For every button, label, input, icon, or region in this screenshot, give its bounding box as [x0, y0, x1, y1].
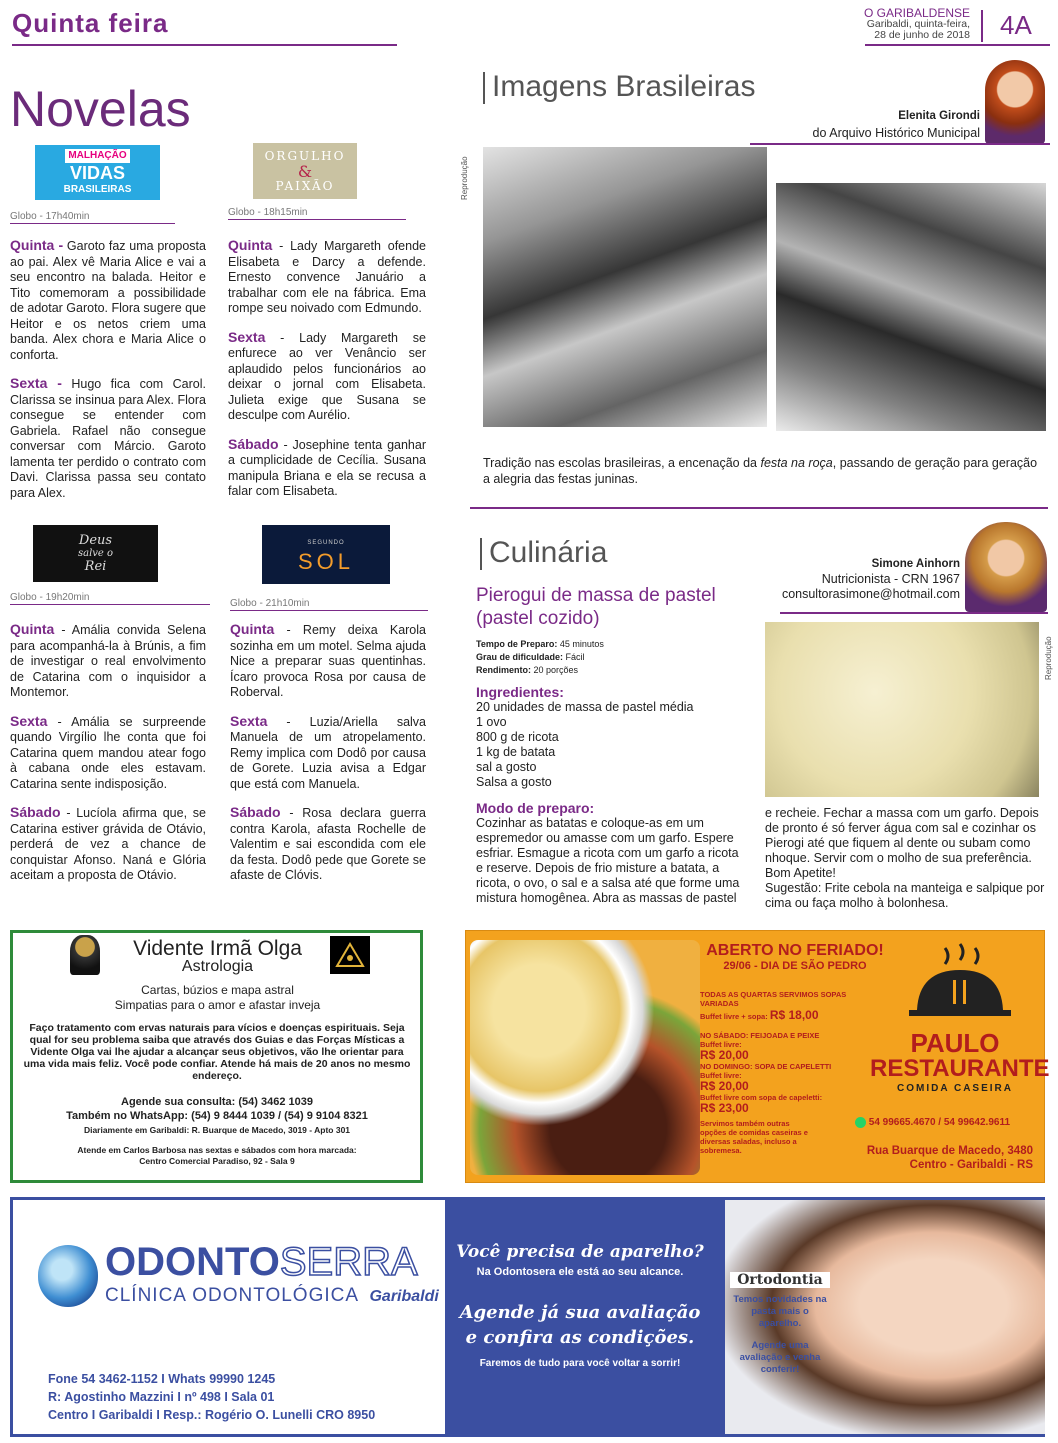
logo-line: Deus	[78, 533, 113, 548]
deus-salve-logo	[33, 525, 158, 582]
odonto-sub	[105, 1285, 439, 1307]
meta-label: Rendimento:	[476, 665, 531, 675]
brand-part: CLÍNICA ODONTOLÓGICA	[105, 1285, 360, 1306]
paulo-phones	[855, 1117, 1010, 1128]
simone-avatar	[965, 522, 1047, 612]
prep-time	[476, 638, 604, 651]
brand-part: SERRA	[279, 1240, 418, 1284]
author-name: Simone Ainhorn	[871, 558, 960, 570]
menu-line: TODAS AS QUARTAS SERVIMOS SOPAS VARIADAS	[700, 990, 847, 1008]
headline: ABERTO NO FERIADO!	[706, 942, 884, 959]
logo-line: SEGUNDO	[307, 539, 345, 546]
ingredients-list	[476, 700, 694, 790]
logo-line: PAIXÃO	[275, 178, 335, 193]
malhacao-logo	[35, 145, 160, 200]
entry-text: - Amália convida Selena para acompanhá-la à Brúnis, a fim de investigar o real envolvimento de Catarina com o inquisidor a Montemor.	[10, 623, 206, 699]
triangle-icon	[335, 942, 365, 968]
caption-emphasis: festa na roça	[760, 456, 833, 470]
day-label: Sábado	[228, 435, 279, 452]
author-role: Nutricionista - CRN 1967	[821, 572, 960, 586]
recipe-title-line: Pierogui de massa de pastel	[476, 585, 716, 606]
entry	[10, 714, 206, 793]
date-line-2: 28 de junho de 2018	[874, 29, 970, 41]
service-line: Cartas, búzios e mapa astral	[141, 983, 294, 997]
contact-line: Centro I Garibaldi I Resp.: Rogério O. Lunelli CRO 8950	[48, 1408, 376, 1422]
method-text-right	[765, 806, 1045, 911]
address-line: Centro - Garibaldi - RS	[909, 1159, 1033, 1171]
menu-line: Buffet livre:	[700, 1071, 742, 1080]
price: R$ 18,00	[769, 1008, 819, 1022]
entry	[230, 714, 426, 793]
logo-line: &	[297, 161, 313, 181]
entry-text: - Lady Margareth se enfurece ao ver Venâncio ser aplaudido pelos funcionários ao deixar o jornal com Elisabeta. Julieta exige que Susana se desculpe com Aurélio.	[228, 330, 426, 422]
culinaria-author	[782, 557, 960, 602]
ortho-text: Temos novidades na pasta mais o aparelho.	[733, 1294, 827, 1329]
odonto-tooth-logo	[38, 1245, 98, 1307]
method-continued: e recheie. Fechar a massa com um garfo. Depois de pronto é só ferver água com sal e cozinhar os Pierogi até que fiquem al dente ou subam como nhoque. Servir com o molho de sua preferência. Bom Apetite!	[765, 806, 1039, 880]
cloche-icon	[905, 940, 1015, 1030]
day-label: Sexta	[228, 328, 266, 345]
cta-line: Faremos de tudo para você voltar a sorrir!	[479, 1358, 681, 1369]
imagens-bar	[483, 72, 485, 104]
imagens-rule	[750, 143, 1050, 145]
whatsapp-icon	[855, 1117, 866, 1128]
entry	[10, 238, 206, 363]
entry-text: Garoto faz uma proposta ao pai. Alex vê Maria Alice e vai a seu encontro na balada. Heitor e Tito comemoram a possibilidade de adotar Garoto. Flora sugere que Heitor e os netos criem uma banda. Alex chora e Maria Alice o conforta.	[10, 239, 206, 362]
odonto-contacts	[48, 1370, 375, 1424]
entry	[10, 622, 206, 701]
elenita-avatar	[985, 60, 1045, 144]
show-3-station	[10, 592, 210, 605]
menu-line: Servimos também outras opções de comidas caseiras e diversas saladas, incluso a sobremesa.	[700, 1119, 808, 1155]
price: R$ 20,00	[700, 1079, 749, 1093]
olga-services	[20, 983, 415, 1013]
paulo-headline	[700, 942, 890, 972]
entry	[228, 238, 426, 317]
ortho-text: Agende uma avaliação e venha conferir!	[739, 1340, 821, 1375]
logo-line: Rei	[84, 559, 107, 574]
menu-line: Buffet livre:	[700, 1040, 742, 1049]
day-label: Sexta	[230, 712, 268, 729]
page-number: 4A	[1000, 10, 1032, 40]
logo-line: BRASILEIRAS	[63, 183, 132, 195]
archive-photo-wheelbarrow	[483, 147, 767, 427]
ingredient: 1 kg de batata	[476, 745, 556, 759]
service-line: Simpatias para o amor e afastar inveja	[114, 998, 321, 1012]
cta-line: Agende já sua avaliação	[459, 1302, 701, 1323]
brand-line: RESTAURANTE	[870, 1055, 1050, 1082]
meta-value: 45 minutos	[557, 639, 604, 649]
author-name: Elenita Girondi	[898, 110, 980, 122]
recipe-tip: Sugestão: Frite cebola na manteiga e salpique por cima ou faça molho à bolonhesa.	[765, 881, 1045, 910]
entry-text: - Amália se surpreende quando Virgílio lhe conta que foi Catarina quem mandou atear fogo à cabana onde eles estavam. Catarina sente indisposição.	[10, 714, 206, 791]
entry	[228, 437, 426, 500]
brand-part: ODONTO	[105, 1240, 280, 1284]
day-label: Quinta	[10, 621, 55, 637]
imagens-author	[813, 108, 980, 142]
odonto-brand	[105, 1240, 418, 1285]
logo-line: MALHAÇÃO	[65, 149, 129, 163]
entry	[228, 330, 426, 424]
contact-line: R: Agostinho Mazzini I nº 498 I Sala 01	[48, 1390, 275, 1404]
brand-part: Garibaldi	[369, 1288, 439, 1305]
food-soup-image	[470, 940, 700, 1175]
station-label: Globo - 21h10min	[230, 598, 428, 611]
olga-contacts	[22, 1095, 412, 1167]
author-role: do Arquivo Histórico Municipal	[812, 126, 980, 140]
recipe-meta	[476, 638, 604, 677]
day-label: Sexta -	[10, 375, 62, 391]
ingredient: sal a gosto	[476, 760, 537, 774]
method-text-left: Cozinhar as batatas e coloque-as em um espremedor ou amasse com um garfo. Espere esfriar. Esmague a ricota com um garfo a ricota e reserve. Depois de frio misture a batata, a ricota, o ovo, o sal e a salsa até que forme uma mistura homogênea. Abra as massas de pastel	[476, 816, 740, 905]
entry	[230, 805, 426, 884]
price: R$ 20,00	[700, 1048, 749, 1062]
show-4-synopsis	[230, 622, 426, 897]
brand-line: COMIDA CASEIRA	[897, 1083, 1013, 1094]
day-label: Quinta	[228, 237, 273, 253]
recipe-title	[476, 584, 716, 630]
station-label: Globo - 18h15min	[228, 207, 406, 220]
menu-line: Buffet livre + sopa:	[700, 1012, 768, 1021]
ortho-box	[730, 1272, 830, 1387]
subheadline: 29/06 - DIA DE SÃO PEDRO	[723, 960, 867, 972]
entry	[10, 805, 206, 884]
segundo-sol-logo	[262, 525, 390, 584]
ingredient: Salsa a gosto	[476, 775, 552, 789]
odonto-pitch	[455, 1242, 705, 1369]
paulo-menu	[700, 990, 880, 1155]
entry-text: Hugo fica com Carol. Clarissa se insinua para Alex. Flora consegue se entender com Gabriela. Rafael não consegue conversar com Márcio. Garoto lamenta ter perdido o contrato com Davi. Clarissa passa seu contato para Alex.	[10, 377, 206, 500]
show-3-synopsis	[10, 622, 206, 897]
section-label-text: Quinta feira	[12, 8, 169, 38]
ingredients-title: Ingredientes:	[476, 684, 564, 700]
entry-text: - Luzia/Ariella salva Manuela de um atropelamento. Remy implica com Dodô por causa de Gorete. Luzia avisa a Edgar que está com Manuela.	[230, 714, 426, 791]
contact-line: Agende sua consulta: (54) 3462 1039	[121, 1096, 313, 1108]
logo-line: VIDAS	[69, 162, 125, 183]
day-label: Sexta	[10, 712, 48, 729]
pitch-answer: Na Odontosera ele está ao seu alcance.	[476, 1266, 684, 1278]
imagens-bottom-rule	[470, 507, 1048, 509]
saint-icon	[70, 935, 100, 975]
paper-info	[864, 8, 970, 41]
phones: 54 99665.4670 / 54 99642.9611	[868, 1117, 1011, 1129]
page-divider	[981, 10, 983, 42]
day-label: Sábado	[230, 804, 281, 820]
cloche-svg	[905, 940, 1015, 1030]
menu-row	[700, 1008, 880, 1022]
archive-photo-children	[776, 183, 1046, 431]
ingredient: 1 ovo	[476, 715, 507, 729]
photo-credit-2: Reprodução	[1044, 636, 1053, 680]
pitch-question: Você precisa de aparelho?	[456, 1242, 704, 1262]
section-label	[12, 8, 168, 39]
address-line: Diariamente em Garibaldi: R. Buarque de Macedo, 3019 - Apto 301	[83, 1125, 351, 1135]
meta-label: Tempo de Preparo:	[476, 639, 558, 649]
entry	[230, 622, 426, 701]
cta-line: e confira as condições.	[465, 1327, 695, 1348]
recipe-title-line: (pastel cozido)	[476, 608, 600, 629]
address-line: Atende em Carlos Barbosa nas sextas e sábados com hora marcada:	[77, 1145, 357, 1155]
ingredient: 20 unidades de massa de pastel média	[476, 700, 694, 714]
imagens-title: Imagens Brasileiras	[492, 70, 756, 103]
orgulho-logo	[253, 143, 357, 199]
paulo-brand	[870, 1028, 1050, 1096]
header-rule-left	[12, 44, 397, 46]
entry-text: - Josephine tenta ganhar a cumplicidade de Cecília. Susana manipula Briana e ela se recusa a falar com Elisabeta.	[228, 437, 426, 498]
entry-text: - Rosa declara guerra contra Karola, afasta Rochelle de Valentim e sai escondida com ele da festa. Dodô pede que Gorete se afaste de Clóvis.	[230, 806, 426, 882]
yield	[476, 664, 604, 677]
culinaria-rule	[780, 612, 1048, 614]
novelas-title: Novelas	[10, 81, 191, 137]
culinaria-title: Culinária	[489, 536, 608, 569]
contact-line: Fone 54 3462-1152 I Whats 99990 1245	[48, 1372, 276, 1386]
price: R$ 23,00	[700, 1101, 749, 1115]
menu-line: Buffet livre com sopa de capeletti:	[700, 1093, 823, 1102]
brand-line: PAULO	[910, 1028, 1000, 1058]
pierogi-photo	[765, 622, 1039, 797]
photo-credit-1: Reprodução	[460, 156, 469, 200]
olga-name: Vidente Irmã Olga	[133, 937, 302, 960]
contact-line: Também no WhatsApp: (54) 9 8444 1039 / (54) 9 9104 8321	[66, 1110, 368, 1122]
entry-text: - Lady Margareth ofende Elisabeta e Darcy a defende. Ernesto convence Januário a trabalhar com ele na fábrica. Ema rompe seu noivado com Edmundo.	[228, 239, 426, 315]
logo-line: SOL	[297, 548, 355, 574]
paper-name: O GARIBALDENSE	[863, 6, 970, 20]
station-label: Globo - 19h20min	[10, 592, 210, 605]
logo-line: ORGULHO	[264, 148, 346, 163]
olga-body: Faço tratamento com ervas naturais para vícios e doenças espirituais. Seja qual for seu problema saiba que através dos Guias e das Forças Místicas a Vidente Olga vai lhe ajudar a alcançar seus objetivos, vão lhe orientar para uma vida mais feliz. Você pode confiar. Atende há mais de 20 anos no mesmo endereço.	[23, 1022, 411, 1082]
menu-line: NO SÁBADO: FEIJOADA E PEIXE	[700, 1031, 820, 1040]
olga-header	[105, 937, 330, 976]
entry	[10, 376, 206, 501]
address-line: Rua Buarque de Macedo, 3480	[866, 1145, 1033, 1157]
caption-text: , passando de geração para geração a alegria das festas juninas.	[483, 456, 1038, 486]
day-label: Quinta -	[10, 237, 64, 253]
author-email: consultorasimone@hotmail.com	[781, 587, 960, 601]
meta-label: Grau de dificuldade:	[476, 652, 564, 662]
show-2-station	[228, 207, 406, 220]
date-line-1: Garibaldi, quinta-feira,	[866, 18, 970, 30]
ingredient: 800 g de ricota	[476, 730, 559, 744]
method-title: Modo de preparo:	[476, 800, 595, 816]
show-1-synopsis	[10, 238, 206, 514]
entry-text: - Remy deixa Karola sozinha em um motel. Selma ajuda Nice a preparar suas quentinhas. Ícaro provoca Rosa por causa de Roberval.	[230, 623, 426, 699]
meta-value: Fácil	[563, 652, 585, 662]
ortho-title: Ortodontia	[730, 1272, 830, 1288]
day-label: Sábado	[10, 804, 61, 820]
header-rule-right	[865, 44, 1050, 46]
eye-triangle-icon	[330, 936, 370, 974]
show-4-station	[230, 598, 428, 611]
meta-value: 20 porções	[531, 665, 579, 675]
address-line: Centro Comercial Paradiso, 92 - Sala 9	[139, 1156, 295, 1166]
imagens-caption	[483, 455, 1045, 487]
spacer	[22, 1137, 412, 1145]
entry-text: - Lucíola afirma que, se Catarina estiver grávida de Otávio, perderá de vez a chance de conquistar Afonso. Naná e Glória aceitam a proposta de Otávio.	[10, 806, 206, 882]
olga-subtitle: Astrologia	[181, 958, 254, 975]
caption-text: Tradição nas escolas brasileiras, a encenação da	[483, 456, 761, 470]
paulo-address	[850, 1144, 1033, 1172]
show-1-station	[10, 211, 175, 224]
culinaria-bar	[480, 538, 482, 570]
difficulty	[476, 651, 604, 664]
menu-line: NO DOMINGO: SOPA DE CAPELETTI	[700, 1062, 832, 1071]
logo-line: salve o	[77, 548, 114, 559]
show-2-synopsis	[228, 238, 426, 513]
station-label: Globo - 17h40min	[10, 211, 175, 224]
day-label: Quinta	[230, 621, 275, 637]
